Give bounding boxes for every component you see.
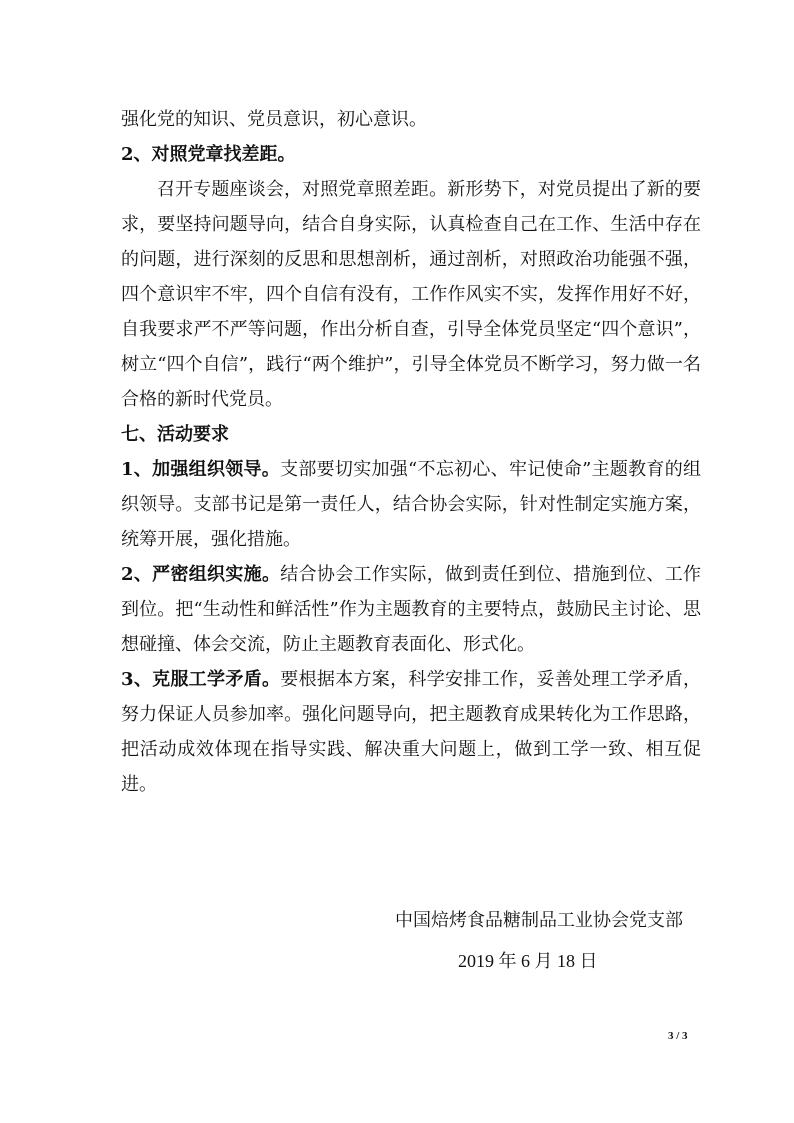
- paragraph-continuation: 强化党的知识、党员意识，初心意识。: [121, 109, 427, 130]
- requirement-1: [121, 452, 701, 557]
- section-heading-2: 2、对照党章找差距。: [121, 144, 296, 165]
- section-heading-7: 七、活动要求: [121, 424, 229, 445]
- signature-date: 2019 年 6 月 18 日: [458, 951, 598, 971]
- document-body: [121, 102, 701, 802]
- paragraph-party-constitution: 召开专题座谈会，对照党章照差距。新形势下，对党员提出了新的要求，要坚持问题导向，结合自身实际，认真检查自己在工作、生活中存在的问题，进行深刻的反思和思想剖析，通过剖析，对照政治功能强不强，四个意识牢不牢，四个自信有没有，工作作风实不实，发挥作用好不好，自我要求严不严等问题，作出分析自查，引导全体党员坚定“四个意识”，树立“四个自信”，践行“两个维护”，引导全体党员不断学习，努力做一名合格的新时代党员。: [121, 179, 701, 410]
- requirement-2-title: 2、严密组织实施。: [121, 564, 281, 585]
- requirement-2-text: 结合协会工作实际，做到责任到位、措施到位、工作到位。把“生动性和鲜活性”作为主题教育的主要特点，鼓励民主讨论、思想碰撞、体会交流，防止主题教育表面化、形式化。: [121, 564, 701, 655]
- requirement-3-title: 3、克服工学矛盾。: [121, 669, 281, 690]
- requirement-3-text: 要根据本方案，科学安排工作，妥善处理工学矛盾，努力保证人员参加率。强化问题导向，把主题教育成果转化为工作思路，把活动成效体现在指导实践、解决重大问题上，做到工学一致、相互促进。: [121, 669, 701, 795]
- requirement-1-text: 支部要切实加强“不忘初心、牢记使命”主题教育的组织领导。支部书记是第一责任人，结合协会实际，针对性制定实施方案，统筹开展，强化措施。: [121, 459, 701, 550]
- requirement-3: [121, 662, 701, 802]
- requirement-1-title: 1、加强组织领导。: [121, 459, 281, 480]
- requirement-2: [121, 557, 701, 662]
- signature-organization: 中国焙烤食品糖制品工业协会党支部: [395, 910, 683, 931]
- page-number: 3 / 3: [668, 1030, 688, 1042]
